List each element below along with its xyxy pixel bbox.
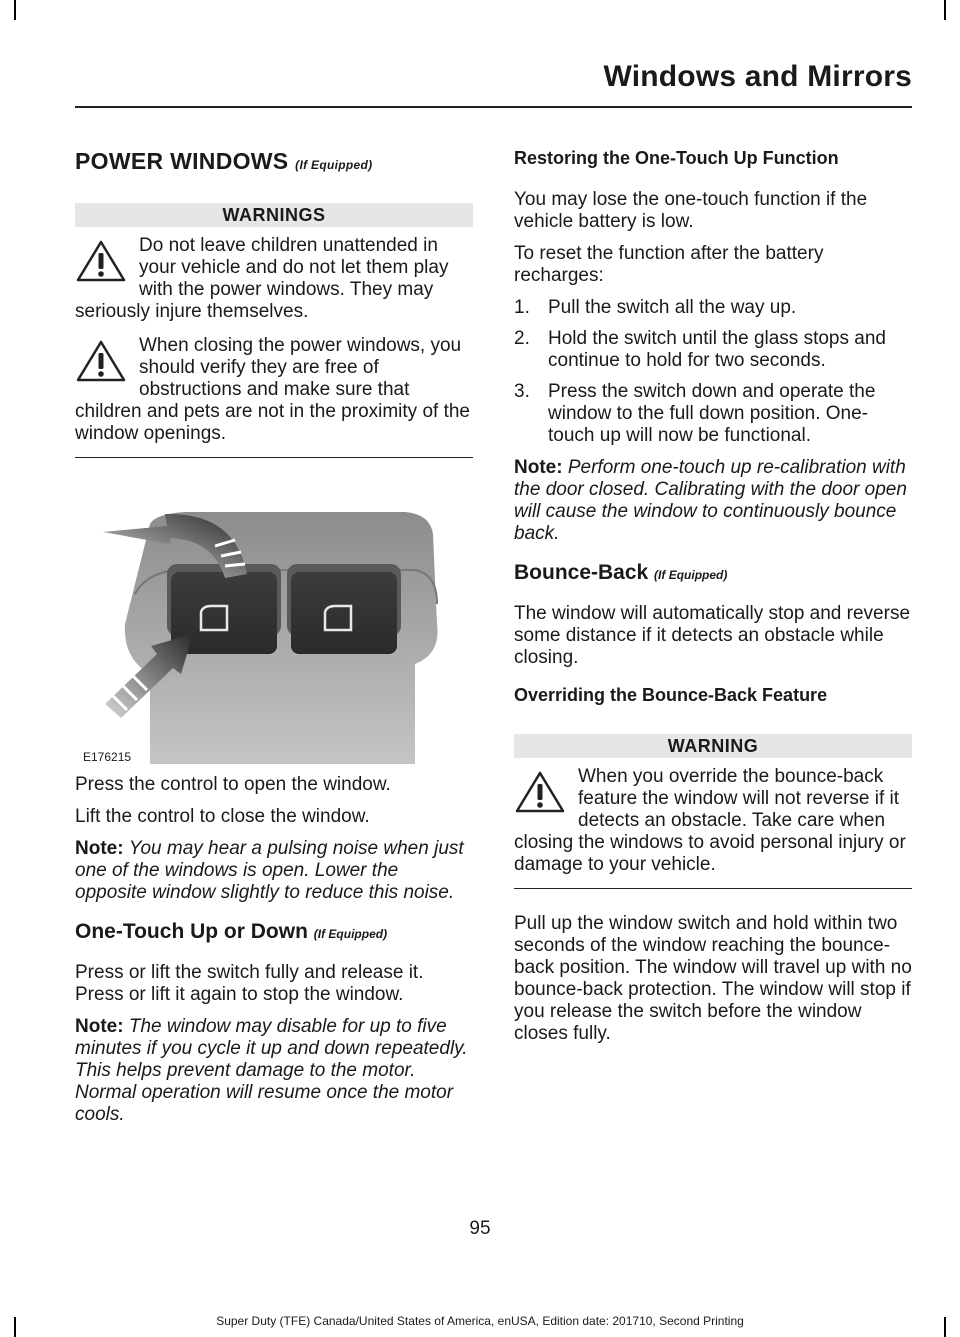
note-label: Note: xyxy=(75,1016,124,1037)
subsection-title: Overriding the Bounce-Back Feature xyxy=(514,685,828,705)
page-header xyxy=(75,60,912,108)
warning-triangle-icon xyxy=(75,239,127,283)
warning-item xyxy=(75,335,473,445)
note-text: You may hear a pulsing noise when just one of the windows is open. Lower the opposite window slightly to reduce this noise. xyxy=(75,838,464,903)
paragraph: Lift the control to close the window. xyxy=(75,806,370,827)
section-title-text: POWER WINDOWS xyxy=(75,148,289,174)
crop-mark xyxy=(14,0,16,20)
note xyxy=(514,457,912,545)
paragraph: The window will automatically stop and reverse some distance if it detects an obstacle while closing. xyxy=(514,603,911,668)
note-label: Note: xyxy=(75,838,124,859)
paragraph: You may lose the one-touch function if the vehicle battery is low. xyxy=(514,189,868,232)
note xyxy=(75,1016,473,1126)
subsection-title-text: Bounce-Back xyxy=(514,561,649,584)
warning-triangle-icon xyxy=(514,770,566,814)
subsection-title xyxy=(75,920,473,944)
window-switch-figure xyxy=(75,474,473,764)
step-number: 2. xyxy=(514,328,530,349)
warning-heading: WARNING xyxy=(514,734,912,758)
step-text: Pull the switch all the way up. xyxy=(548,297,797,318)
window-switch-right xyxy=(291,572,397,654)
warning-divider xyxy=(75,457,473,458)
warning-triangle-icon xyxy=(75,339,127,383)
right-column xyxy=(514,140,912,1055)
figure-label: E176215 xyxy=(83,750,132,764)
paragraph: To reset the function after the battery recharges: xyxy=(514,243,824,286)
note xyxy=(75,838,473,904)
list-item xyxy=(514,381,912,447)
list-item xyxy=(514,328,912,372)
paragraph: Pull up the window switch and hold within two seconds of the window reaching the bounce-back position. The window will travel up with no bounce-back protection. The window will stop if you release the switch before the window closes fully. xyxy=(514,913,912,1044)
subsection-title xyxy=(514,561,912,585)
left-column xyxy=(75,140,473,1136)
section-title xyxy=(75,148,473,175)
page-number: 95 xyxy=(469,1218,491,1239)
subsection-title-text: One-Touch Up or Down xyxy=(75,920,308,943)
paragraph: Press the control to open the window. xyxy=(75,774,391,795)
equipped-tag: (If Equipped) xyxy=(654,568,728,582)
warning-text: When closing the power windows, you should verify they are free of obstructions and make sure that children and pets are not in the proximity of the window openings. xyxy=(75,335,471,444)
step-text: Hold the switch until the glass stops and continue to hold for two seconds. xyxy=(548,328,886,371)
warning-item xyxy=(75,235,473,323)
subsection-title: Restoring the One-Touch Up Function xyxy=(514,148,839,168)
warnings-heading: WARNINGS xyxy=(75,203,473,227)
equipped-tag: (If Equipped) xyxy=(295,158,373,172)
note-label: Note: xyxy=(514,457,563,478)
warning-text: When you override the bounce-back feature the window will not reverse if it detects an obstacle. Take care when closing the windows to avoid personal injury or damage to your vehicle. xyxy=(514,766,906,875)
footer-text: Super Duty (TFE) Canada/United States of America, enUSA, Edition date: 201710, Second Printing xyxy=(216,1314,744,1328)
step-number: 1. xyxy=(514,297,530,318)
crop-mark xyxy=(944,0,946,20)
list-item xyxy=(514,297,912,319)
note-text: The window may disable for up to five minutes if you cycle it up and down repeatedly. This helps prevent damage to the motor. Normal operation will resume once the motor cools. xyxy=(75,1016,468,1125)
warning-text: Do not leave children unattended in your vehicle and do not let them play with the power windows. They may seriously injure themselves. xyxy=(75,235,449,322)
step-number: 3. xyxy=(514,381,530,402)
paragraph: Press or lift the switch fully and release it. Press or lift it again to stop the window. xyxy=(75,962,424,1005)
warning-divider xyxy=(514,888,912,889)
chapter-title: Windows and Mirrors xyxy=(603,60,912,93)
equipped-tag: (If Equipped) xyxy=(313,927,388,941)
warning-item xyxy=(514,766,912,876)
note-text: Perform one-touch up re-calibration with the door closed. Calibrating with the door open will cause the window to continuously bounce back. xyxy=(514,457,907,544)
step-text: Press the switch down and operate the window to the full down position. One-touch up will now be functional. xyxy=(548,381,876,446)
window-switch-illustration xyxy=(75,474,473,764)
steps-list xyxy=(514,297,912,447)
